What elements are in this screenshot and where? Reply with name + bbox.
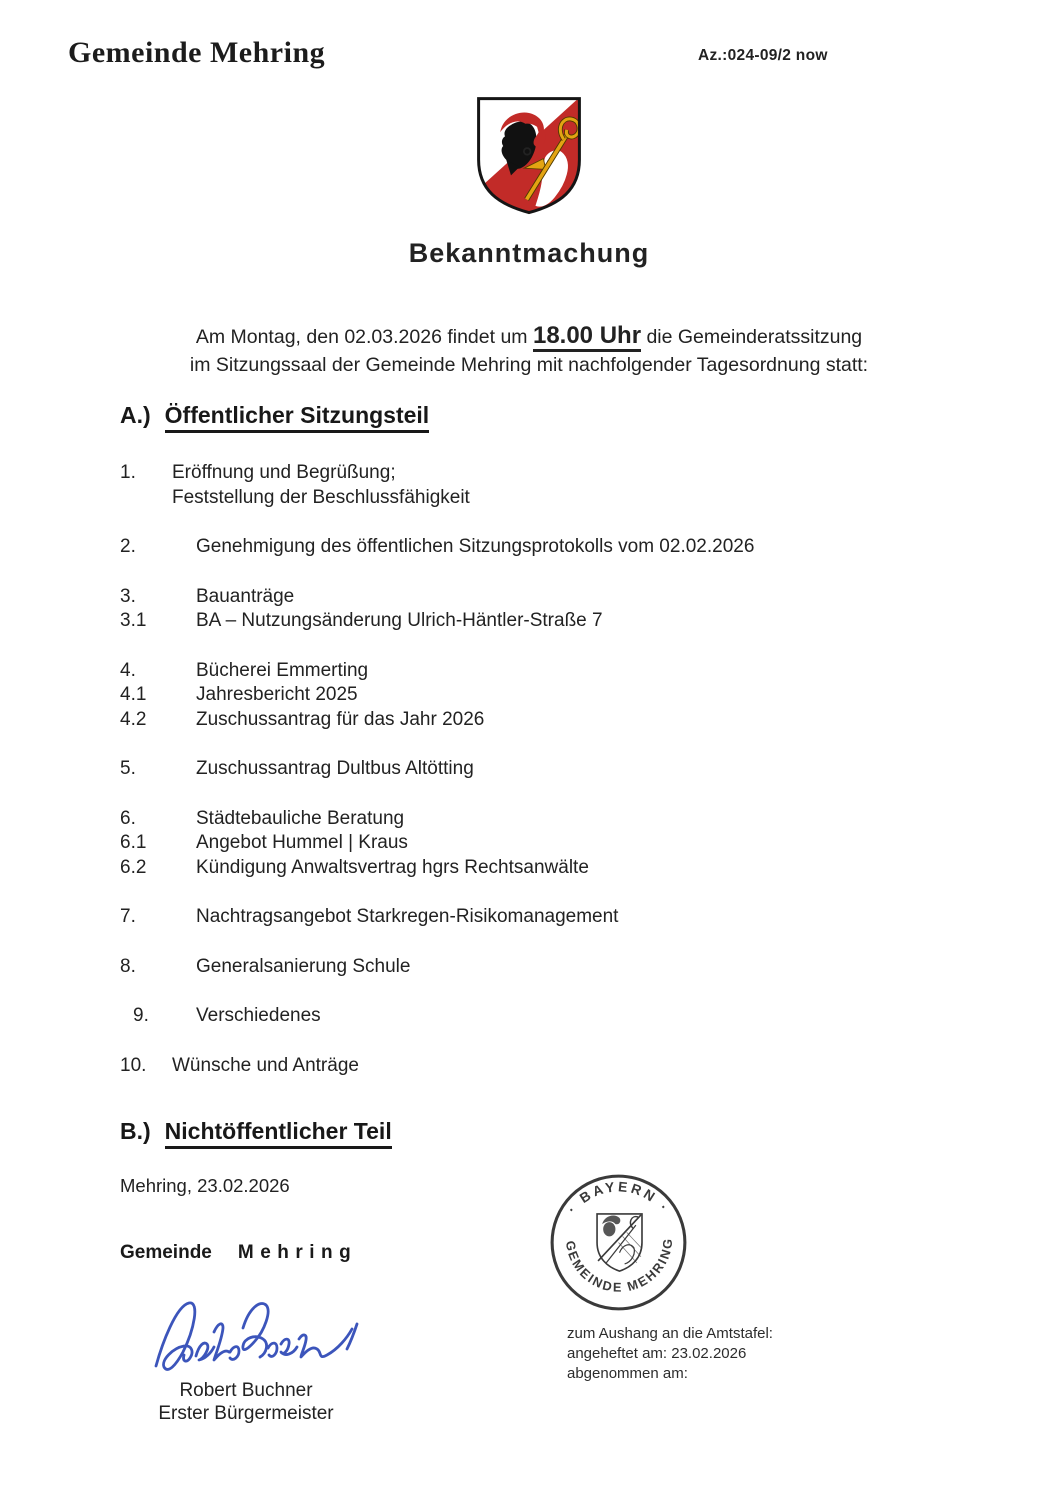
file-reference: Az.:024-09/2 now — [698, 47, 828, 64]
agenda-item-text: Bücherei Emmerting — [196, 659, 369, 681]
section-b-prefix: B.) — [120, 1118, 151, 1144]
agenda-group — [120, 659, 940, 733]
agenda-group — [120, 585, 940, 634]
agenda-item — [120, 708, 940, 733]
agenda-group — [120, 757, 940, 782]
agenda-item-number: 6.2 — [120, 856, 147, 878]
agenda-item-number: 8. — [120, 955, 136, 977]
organization-word1: Gemeinde — [120, 1242, 212, 1263]
agenda-item — [120, 609, 940, 634]
agenda-item-number: 6. — [120, 807, 136, 829]
notice-line1: zum Aushang an die Amtstafel: — [567, 1325, 773, 1342]
signer-name: Robert Buchner — [179, 1380, 313, 1401]
organization-line — [120, 1242, 357, 1264]
agenda-item — [120, 535, 940, 560]
agenda-item — [120, 807, 940, 832]
agenda-item-text: Zuschussantrag für das Jahr 2026 — [196, 708, 485, 730]
signature-handwriting — [148, 1296, 366, 1390]
agenda-item — [120, 757, 940, 782]
agenda-item-number: 9. — [133, 1005, 149, 1026]
agenda-item — [120, 461, 940, 510]
agenda-item-text: Bauanträge — [196, 585, 295, 607]
municipality-title: Gemeinde Mehring — [68, 36, 326, 69]
posting-notice — [567, 1324, 773, 1384]
agenda-item — [120, 683, 940, 708]
agenda-group — [120, 807, 940, 881]
svg-text:· BAYERN · — [564, 1179, 672, 1216]
intro-line1-after: die Gemeinderatssitzung — [641, 325, 863, 348]
svg-text:GEMEINDE MEHRING — [563, 1236, 676, 1294]
agenda-item — [120, 1004, 940, 1029]
agenda-group — [120, 535, 940, 560]
agenda-group — [120, 461, 940, 510]
agenda-item-text: Generalsanierung Schule — [196, 955, 411, 977]
agenda-item-text: BA – Nutzungsänderung Ulrich-Häntler-Straße 7 — [196, 610, 603, 631]
agenda-item — [120, 905, 940, 930]
agenda-item-number: 6.1 — [120, 832, 147, 853]
agenda-item-text: Eröffnung und Begrüßung; Feststellung der Beschlussfähigkeit — [172, 462, 470, 508]
place-date: Mehring, 23.02.2026 — [120, 1175, 290, 1196]
agenda-item-number: 4.1 — [120, 684, 147, 705]
section-b-heading — [120, 1118, 392, 1145]
section-b-title: Nichtöffentlicher Teil — [165, 1118, 392, 1149]
seal-bottom-text: GEMEINDE MEHRING — [562, 1236, 676, 1295]
section-a-prefix: A.) — [120, 402, 151, 428]
intro-line2: im Sitzungssaal der Gemeinde Mehring mit nachfolgender Tagesordnung statt: — [189, 353, 869, 376]
agenda-item-text: Verschiedenes — [196, 1005, 321, 1026]
intro-line1-before: Am Montag, den 02.03.2026 findet um — [195, 325, 533, 348]
agenda-item-number: 4.2 — [120, 708, 147, 730]
agenda-item-number: 3. — [120, 585, 136, 607]
agenda-item-number: 10. — [120, 1054, 147, 1076]
meeting-time: 18.00 Uhr — [533, 322, 641, 352]
agenda-group — [120, 955, 940, 980]
signer-block — [120, 1379, 372, 1425]
agenda-item-text: Wünsche und Anträge — [172, 1054, 359, 1076]
agenda-item-text: Städtebauliche Beratung — [196, 807, 405, 829]
section-a-title: Öffentlicher Sitzungsteil — [165, 402, 430, 433]
agenda-item-text: Genehmigung des öffentlichen Sitzungsprotokolls vom 02.02.2026 — [196, 536, 755, 557]
coat-of-arms-icon — [468, 95, 590, 215]
announcement-heading: Bekanntmachung — [408, 238, 650, 268]
agenda-group — [120, 1054, 940, 1079]
agenda-item-text: Kündigung Anwaltsvertrag hgrs Rechtsanwälte — [196, 856, 589, 878]
agenda-item-number: 2. — [120, 536, 136, 557]
agenda-item — [120, 659, 940, 684]
agenda-item-number: 7. — [120, 906, 136, 927]
agenda-group — [120, 1004, 940, 1029]
agenda-item-text: Nachtragsangebot Starkregen-Risikomanagement — [196, 906, 619, 927]
agenda-item — [120, 585, 940, 610]
agenda-item-number: 5. — [120, 758, 136, 779]
agenda-item — [120, 831, 940, 856]
agenda-item — [120, 1054, 940, 1079]
agenda-item-number: 1. — [120, 462, 136, 483]
organization-word2: Mehring — [237, 1242, 358, 1263]
agenda-item-text: Jahresbericht 2025 — [196, 684, 358, 705]
intro-paragraph — [0, 322, 1058, 379]
agenda-item — [120, 955, 940, 980]
agenda-item-number: 4. — [120, 659, 136, 681]
seal-top-text: · BAYERN · — [564, 1179, 673, 1217]
agenda-list — [120, 461, 940, 1103]
notice-line2: angeheftet am: 23.02.2026 — [567, 1345, 747, 1362]
agenda-item-number: 3.1 — [120, 610, 147, 631]
official-seal — [547, 1171, 690, 1314]
agenda-item-text: Angebot Hummel | Kraus — [196, 832, 408, 853]
section-a-heading — [120, 402, 429, 429]
agenda-item — [120, 856, 940, 881]
agenda-item-text: Zuschussantrag Dultbus Altötting — [196, 758, 474, 779]
agenda-group — [120, 905, 940, 930]
signer-title: Erster Bürgermeister — [158, 1403, 334, 1424]
notice-line3: abgenommen am: — [567, 1365, 688, 1382]
